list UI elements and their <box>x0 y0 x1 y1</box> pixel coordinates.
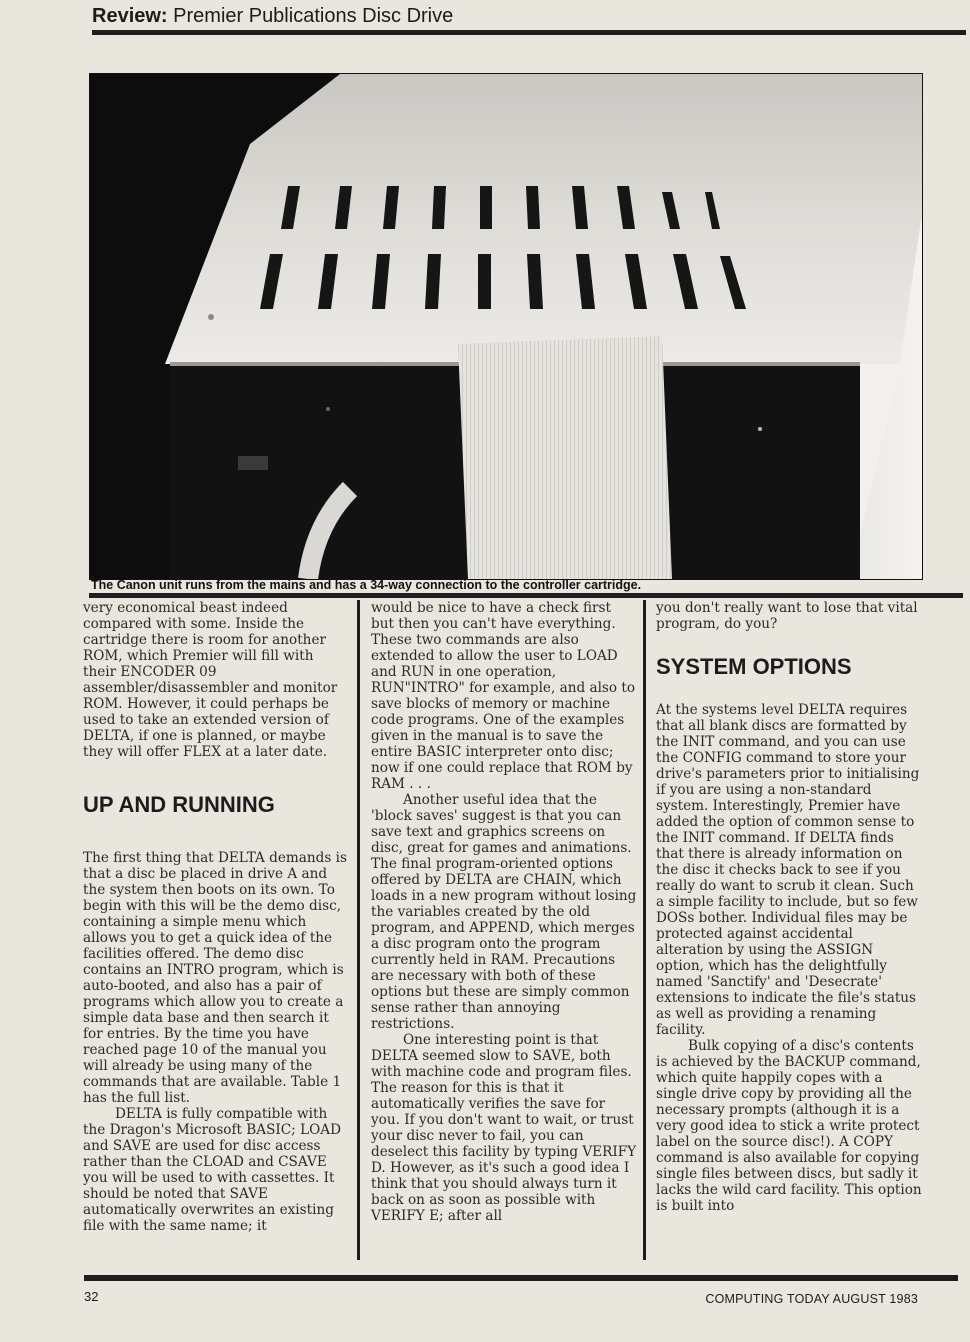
heading-up-and-running: UP AND RUNNING <box>83 792 275 817</box>
photo-caption: The Canon unit runs from the mains and has a 34-way connection to the controller cartridge. <box>91 578 642 592</box>
column-2 <box>371 600 637 1224</box>
col2-para-1: would be nice to have a check first but then you can't have everything. These two commands are also extended to allow the user to LOAD and RUN in one operation, RUN"INTRO" for example, and also to save blocks of memory or machine code programs. One of the examples given in the manual is to save the entire BASIC interpreter onto disc; now if one could replace that ROM by RAM . . . <box>371 600 636 792</box>
column-divider-1 <box>357 600 360 1260</box>
disc-drive-photo <box>89 73 923 580</box>
col3-para-2: At the systems level DELTA requires that all blank discs are formatted by the INIT command, and you can use the CONFIG command to store your drive's parameters prior to initialising if you are using a non-standard system. Interestingly, Premier have added the option of common sense to the INIT command. If DELTA finds that there is already information on the disc it checks back to see if you really do want to scrub it clean. Such a simple facility to include, but so few DOSs bother. Individual files may be protected against accidental alteration by using the ASSIGN option, which has the delightfully named 'Sanctify' and 'Desecrate' extensions to indicate the file's status as well as providing a renaming facility. <box>656 702 920 1038</box>
col1-para-3: DELTA is fully compatible with the Dragon's Microsoft BASIC; LOAD and SAVE are used for disc access rather than the CLOAD and CSAVE you will be used to with cassettes. It should be noted that SAVE automatically overwrites an existing file with the same name; it <box>83 1106 341 1234</box>
header-rule <box>92 30 966 35</box>
footer-rule <box>84 1275 958 1281</box>
caption-rule <box>89 593 963 598</box>
column-3 <box>656 600 922 1214</box>
heading-system-options: SYSTEM OPTIONS <box>656 654 852 679</box>
header-title: Premier Publications Disc Drive <box>173 5 454 27</box>
col1-para-1: very economical beast indeed compared with some. Inside the cartridge there is room for another ROM, which Premier will fill with their ENCODER 09 assembler/disassembler and monitor ROM. However, it could perhaps be used to take an extended version of DELTA, if one is planned, or maybe they will offer FLEX at a later date. <box>83 600 338 760</box>
col3-para-3: Bulk copying of a disc's contents is achieved by the BACKUP command, which quite happily copes with a single drive copy by providing all the necessary prompts (although it is a very good idea to stick a write protect label on the source disc!). A COPY command is also available for copying single files between discs, but sadly it lacks the wild card facility. This option is built into <box>656 1038 922 1214</box>
col1-para-2: The first thing that DELTA demands is that a disc be placed in drive A and the system then boots on its own. To begin with this will be the demo disc, containing a simple menu which allows you to get a quick idea of the facilities offered. The demo disc contains an INTRO program, which is auto-booted, and also has a pair of programs which allow you to create a simple data base and then search it for entries. By the time you have reached page 10 of the manual you will already be using many of the commands that are available. Table 1 has the full list. <box>83 850 347 1106</box>
col2-para-2: Another useful idea that the 'block saves' suggest is that you can save text and graphics screens on disc, great for games and animations. The final program-oriented options offered by DELTA are CHAIN, which loads in a new program without losing the variables created by the old program, and APPEND, which merges a disc program onto the program currently held in RAM. Precautions are necessary with both of these options but these are simply common sense rather than annoying restrictions. <box>371 792 637 1032</box>
column-1 <box>83 600 349 1234</box>
header-kicker: Review: <box>92 5 168 27</box>
column-divider-2 <box>643 600 646 1260</box>
col2-para-3: One interesting point is that DELTA seemed slow to SAVE, both with machine code and program files. The reason for this is that it automatically verifies the save for you. If you don't want to wait, or trust your disc never to fail, you can deselect this facility by typing VERIFY D. However, as it's such a good idea I think that you should always turn it back on as soon as possible with VERIFY E; after all <box>371 1032 637 1224</box>
col3-para-1: you don't really want to lose that vital program, do you? <box>656 600 918 632</box>
page-number: 32 <box>84 1289 99 1304</box>
magazine-issue: COMPUTING TODAY AUGUST 1983 <box>705 1292 918 1306</box>
